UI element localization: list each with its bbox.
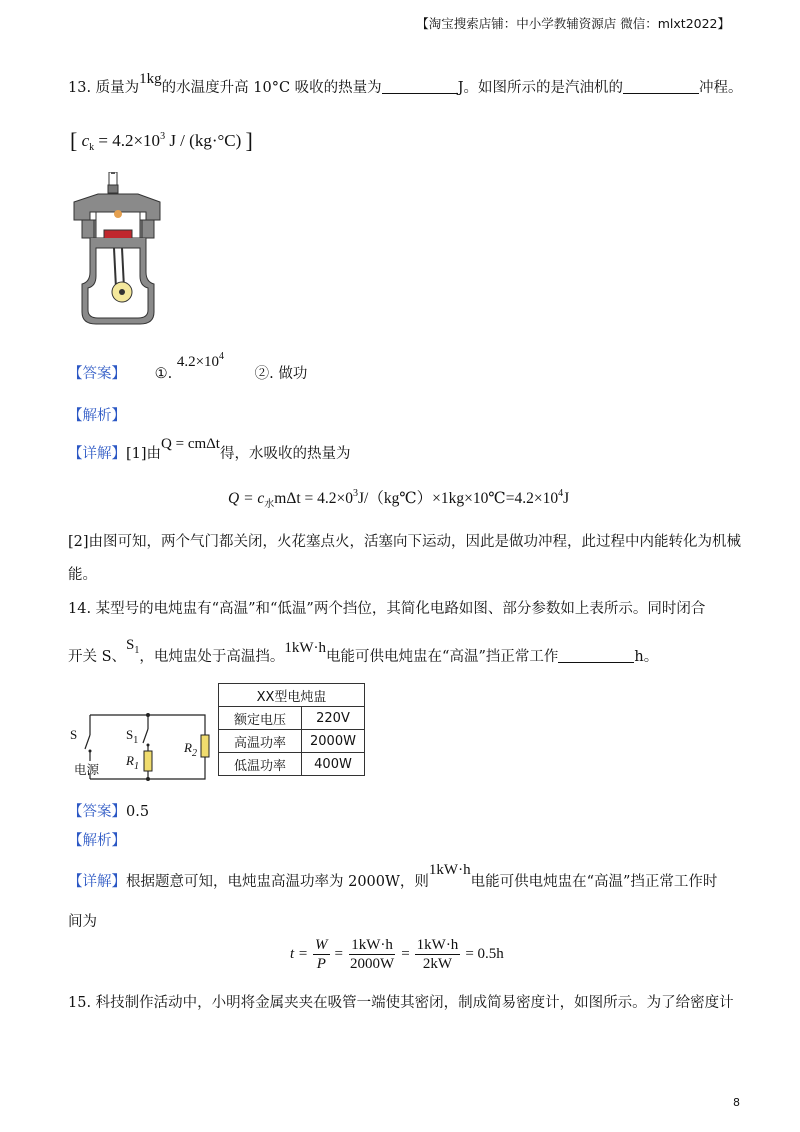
circuit-label-r1: $R_1$ (126, 753, 139, 772)
q13-formula-exp: 3 (160, 131, 166, 142)
q14-text-3: 电能可供电炖盅在“高温”挡正常工作 (326, 649, 559, 665)
a14-value: 0.5 (126, 804, 150, 820)
a14-frac-2: $\frac{1kW\cdot h}{2000W}$ (350, 937, 395, 972)
a13-line (68, 351, 308, 383)
a13-eq-end: J (563, 490, 570, 507)
q13-formula-unit: J / (kg·°C) (169, 131, 242, 150)
a13-eq-exp-1: 3 (353, 488, 358, 499)
a13-formula: Q = cmΔt (161, 436, 220, 452)
a13-equation (228, 486, 569, 510)
q14-text-2: ，电炖盅处于高温挡。 (139, 649, 285, 665)
q14-line-1: 14. 某型号的电炖盅有“高温”和“低温”两个挡位，其简化电路如图、部分参数如上表所示。同时闭合 (68, 601, 706, 617)
a14-eq-t: t = (290, 946, 309, 962)
a14-line (68, 800, 149, 821)
q13-text-3: J。如图所示的是汽油机的 (457, 80, 623, 96)
a13-detail-line-1 (68, 436, 351, 463)
q14-energy: 1kW·h (284, 640, 327, 656)
circuit-label-s1: $S_1$ (126, 727, 139, 746)
page-number: 8 (733, 1096, 740, 1109)
circuit-label-s: S (70, 727, 78, 742)
page-header: 【淘宝搜索店铺：中小学教辅资源店 微信：mlxt2022】 (416, 16, 730, 31)
a14-detail-text-1: 根据题意可知，电炖盅高温功率为 2000W，则 (126, 874, 429, 890)
a13-eq-rest: J/（kg℃）×1kg×10℃=4.2×10 (358, 490, 559, 507)
q13-line (68, 71, 743, 97)
a14-detail-tag: 【详解】 (68, 874, 126, 890)
q13-text-4: 冲程。 (699, 80, 743, 96)
table-row (219, 730, 365, 753)
q13-formula-sub: k (89, 142, 95, 153)
q13-blank-1[interactable] (382, 79, 458, 94)
spec-table (218, 683, 365, 776)
a13-eq-mid: mΔt = 4.2×0 (274, 490, 353, 507)
table-row (219, 707, 365, 730)
q13-mass: 1kg (139, 71, 162, 87)
engine-figure (68, 172, 168, 326)
q14-line-2 (68, 637, 659, 668)
a13-answer-tag: 【答案】 (68, 366, 126, 382)
q13-formula-symbol: c (81, 131, 90, 150)
q14-switch-s1: $S_1$ (126, 637, 140, 656)
a14-energy: 1kW·h (428, 862, 471, 878)
q13-text-2: 的水温度升高 10°C 吸收的热量为 (161, 80, 382, 96)
a14-frac-1: $\frac{W}{P}$ (315, 937, 328, 972)
a14-detail-text-2: 电能可供电炖盅在“高温”挡正常工作时 (470, 874, 718, 890)
a13-value-1: $4.2\times 10^4$ (176, 351, 225, 370)
a14-answer-tag: 【答案】 (68, 804, 126, 820)
spec-label-high-power: 高温功率 (219, 730, 302, 753)
a13-detail-line-3: 能。 (68, 567, 97, 583)
a13-eq-sub: 水 (264, 499, 275, 510)
a14-detail-line-2: 间为 (68, 914, 97, 930)
q14-blank[interactable] (558, 648, 634, 663)
a13-detail-text-1: [1]由 (126, 446, 162, 462)
circuit-label-source: 电源 (74, 762, 100, 777)
a13-eq-exp-2: 4 (558, 488, 564, 499)
a14-eq-end: = 0.5h (465, 946, 504, 962)
q14-text-1: 开关 S、 (68, 649, 127, 665)
q15-line-1: 15. 科技制作活动中，小明将金属夹夹在吸管一端使其密闭，制成简易密度计，如图所示。为了给密度计 (68, 995, 734, 1011)
q13-number: 13. (68, 80, 92, 96)
a13-detail-tag: 【详解】 (68, 446, 126, 462)
a14-equation: t = $\frac{W}{P}$ = $\frac{1kW\cdot h}{2000W}$ = $\frac{1kW\cdot h}{2kW}$ = 0.5h (290, 937, 504, 972)
spec-value-high-power: 2000W (302, 730, 365, 753)
circuit-label-r2: $R_2$ (184, 740, 197, 759)
spec-value-low-power: 400W (302, 753, 365, 776)
a13-detail-line-2: [2]由图可知，两个气门都关闭，火花塞点火，活塞向下运动，因此是做功冲程，此过程中内能转化为机械 (68, 534, 742, 550)
a13-eq-left: Q = c (228, 490, 265, 507)
a13-item-2: ②. 做功 (254, 366, 308, 382)
table-row (219, 753, 365, 776)
q14-text-4: h。 (634, 649, 659, 665)
a14-detail-line-1 (68, 862, 718, 891)
a13-detail-text-2: 得，水吸收的热量为 (219, 446, 351, 462)
q13-text-1: 质量为 (95, 80, 140, 96)
a13-analysis-tag: 【解析】 (68, 408, 126, 424)
q13-formula-value: = 4.2×10 (94, 131, 161, 150)
spec-value-voltage: 220V (302, 707, 365, 730)
spec-table-title: XX型电炖盅 (219, 684, 365, 707)
q13-blank-2[interactable] (623, 79, 699, 94)
a13-item-1: ①. (154, 366, 173, 382)
a14-analysis-tag: 【解析】 (68, 833, 126, 849)
a14-frac-3: $\frac{1kW\cdot h}{2kW}$ (416, 937, 459, 972)
spec-label-voltage: 额定电压 (219, 707, 302, 730)
q13-formula: [ $c_k = 4.2\times 10^3$ J / (kg·°C) ] (70, 128, 253, 153)
spec-label-low-power: 低温功率 (219, 753, 302, 776)
